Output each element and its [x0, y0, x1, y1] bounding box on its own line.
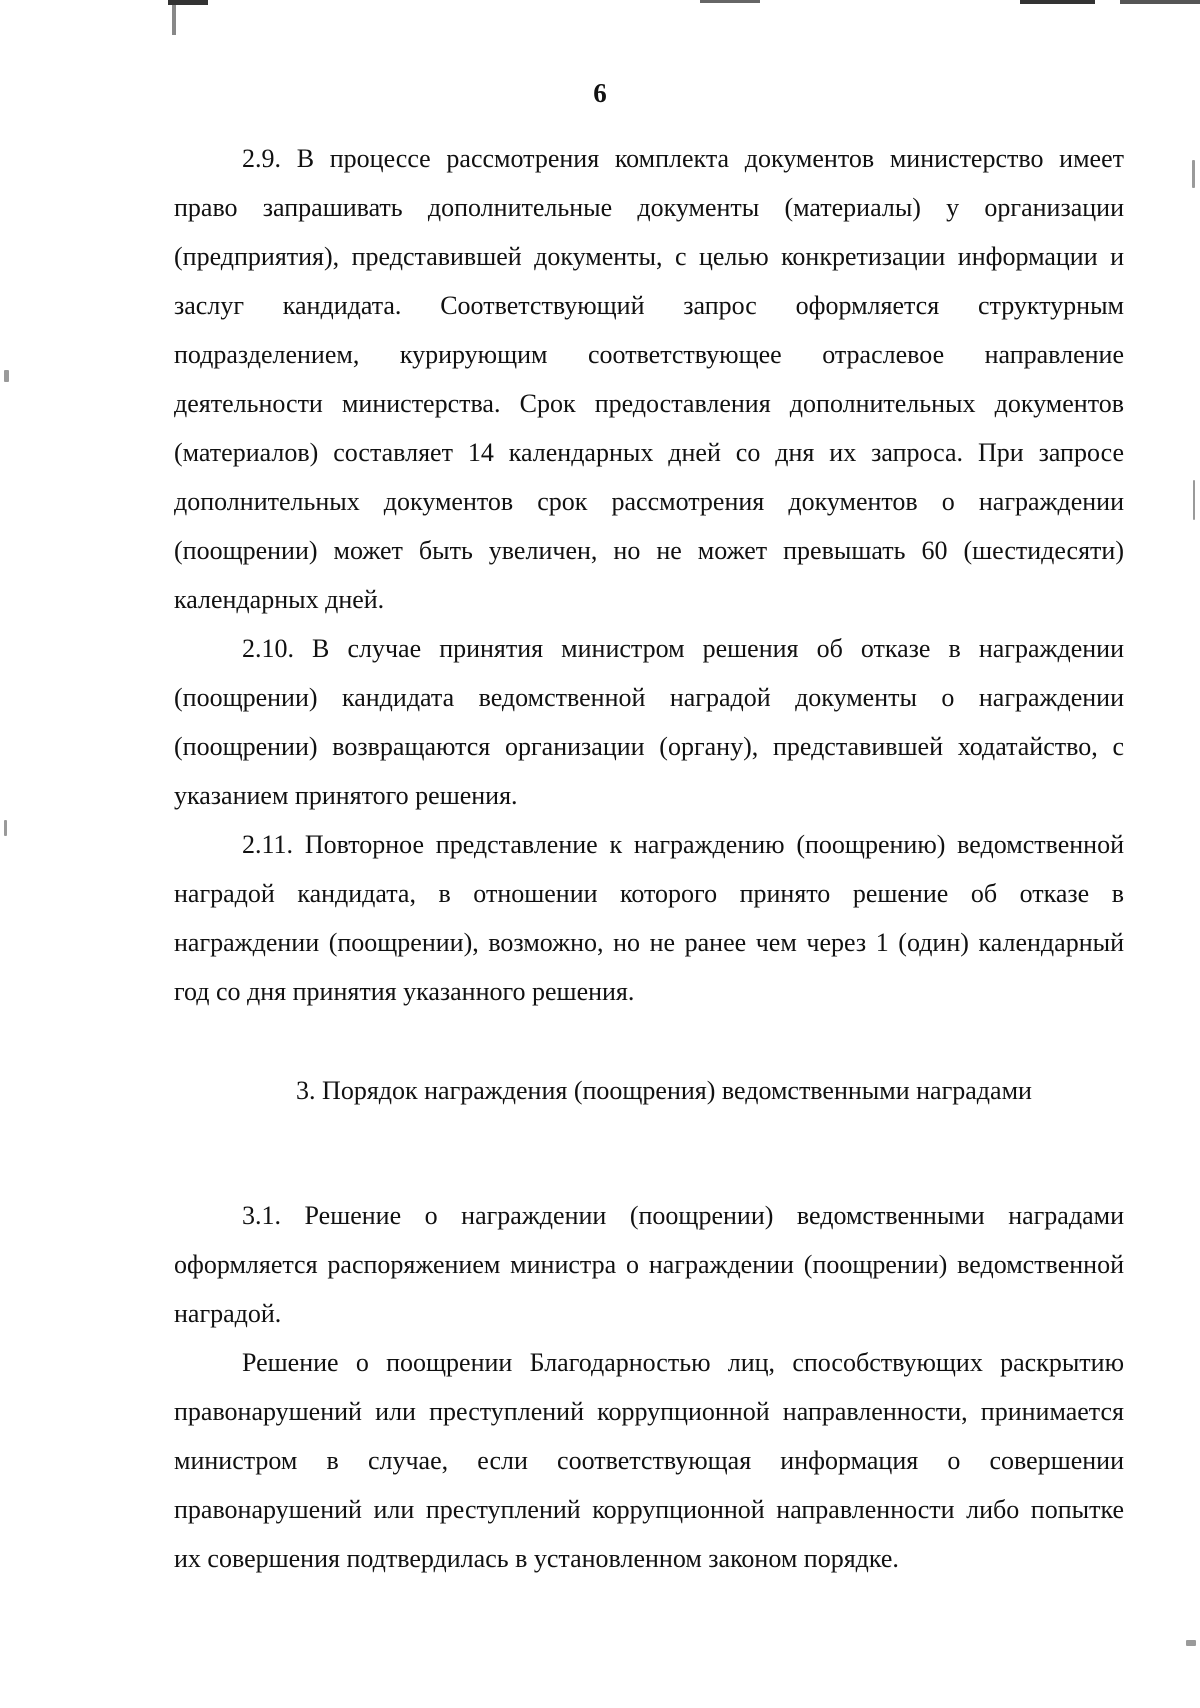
- scan-artifact-top-right-2: [1120, 0, 1200, 4]
- paragraph-2-11: 2.11. Повторное представление к награждению (поощрению) ведомственной наградой кандидата, в отношении которого принято решение об отказе в награждении (поощрении), возможно, но не ранее чем через 1 (один) календарный год со дня принятия указанного решения.: [174, 830, 1124, 1006]
- scan-artifact-top-center: [700, 0, 760, 3]
- document-body: [174, 134, 1124, 1583]
- scan-artifact-top-left-2: [172, 5, 176, 35]
- scan-speck-right-2: [1193, 480, 1195, 520]
- paragraph-2-9: 2.9. В процессе рассмотрения комплекта документов министерство имеет право запрашивать дополнительные документы (материалы) у организации (предприятия), представившей документы, с целью конкретизации информации и заслуг кандидата. Соответствующий запрос оформляется структурным подразделением, курирующим соответствующее отраслевое направление деятельности министерства. Срок предоставления дополнительных документов (материалов) составляет 14 календарных дней со дня их запроса. При запросе дополнительных документов срок рассмотрения документов о награждении (поощрении) может быть увеличен, но не может превышать 60 (шестидесяти) календарных дней.: [174, 144, 1124, 614]
- scan-speck-right: [1192, 160, 1195, 188]
- paragraph-2-10: 2.10. В случае принятия министром решения об отказе в награждении (поощрении) кандидата ведомственной наградой документы о награждении (поощрении) возвращаются организации (органу), представившей ходатайство, с указанием принятого решения.: [174, 634, 1124, 810]
- scan-artifact-top-right: [1020, 0, 1095, 4]
- scan-speck-left: [4, 370, 9, 382]
- page-number: 6: [593, 78, 607, 108]
- section-heading: 3. Порядок награждения (поощрения) ведомственными наградами: [296, 1076, 1032, 1105]
- paragraph-3-1-continued: Решение о поощрении Благодарностью лиц, способствующих раскрытию правонарушений или преступлений коррупционной направленности, принимается министром в случае, если соответствующая информация о совершении правонарушений или преступлений коррупционной направленности либо попытке их совершения подтвердилась в установленном законом порядке.: [174, 1348, 1124, 1573]
- scan-speck-left-2: [4, 820, 7, 836]
- scan-speck-bottom-right: [1186, 1640, 1196, 1646]
- paragraph-3-1: 3.1. Решение о награждении (поощрении) ведомственными наградами оформляется распоряжением министра о награждении (поощрении) ведомственной наградой.: [174, 1201, 1124, 1328]
